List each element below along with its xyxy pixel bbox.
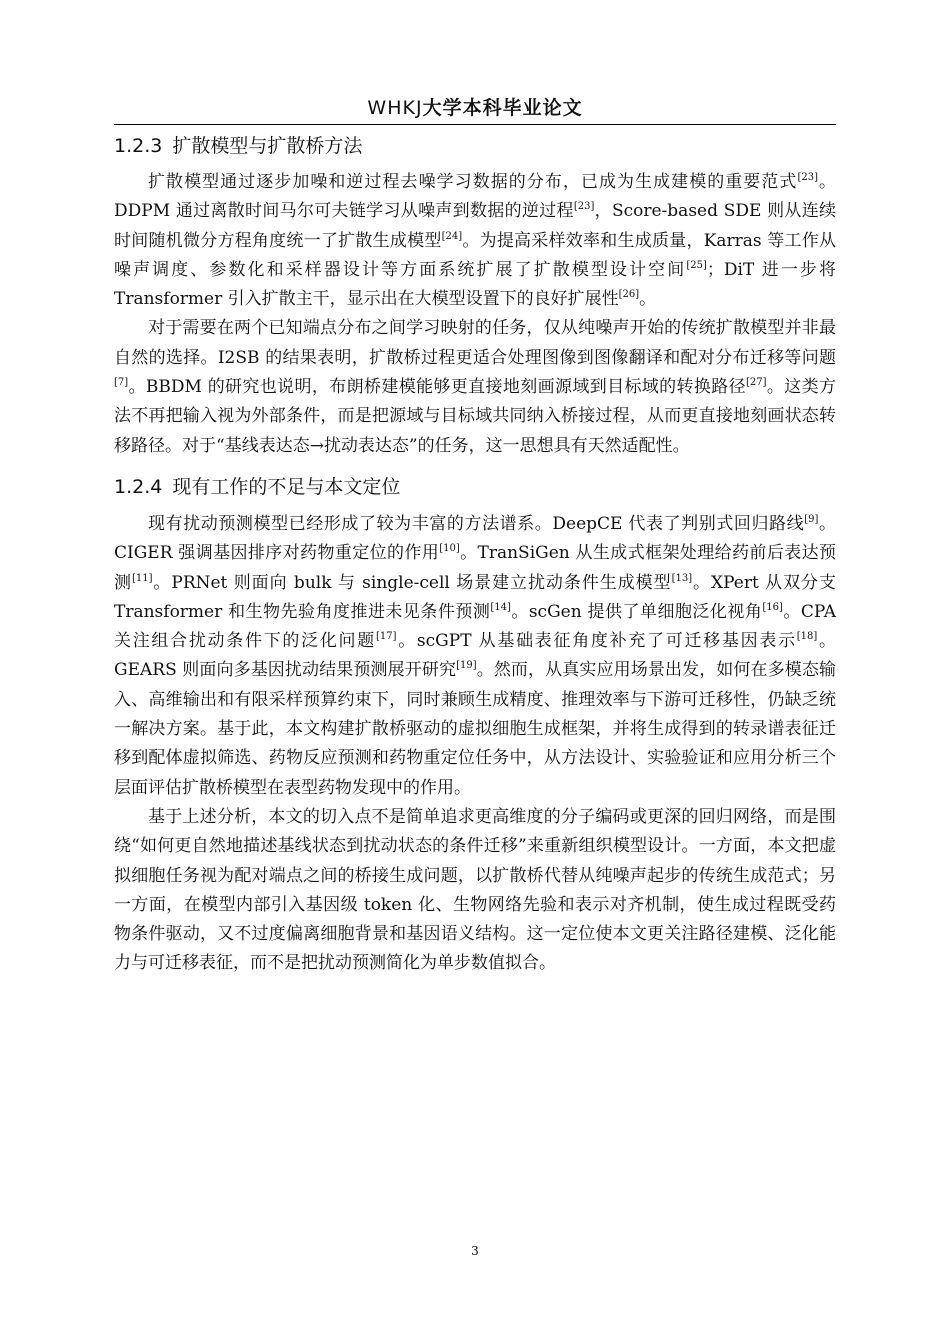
section-title: 扩散模型与扩散桥方法 [172,135,363,157]
text-run: 。然而，从真实应用场景出发，如何在多模态输入、高维输出和有限采样预算约束下，同时兼顾生成精度、推理效率与下游可迁移性，仍缺乏统一解决方案。基于此，本文构建扩散桥驱动的虚拟细胞生成框架，并将生成得到的转录谱表征迁移到配体虚拟筛选、药物反应预测和药物重定位任务中，从方法设计、实验验证和应用分析三个层面评估扩散桥模型在表型药物发现中的作用。 [114,660,836,798]
citation: [23] [573,201,595,213]
paragraph-existing-work [114,510,836,803]
citation: [16] [762,601,783,613]
paragraph-positioning [114,803,836,979]
text-run: 。为提高采样效率和生成质量，Karras 等工作从噪声调度、参数化和采样器设计等方面系统扩展了扩散模型设计空间 [114,230,836,280]
citation: [23] [797,172,818,183]
text-run: 。 [639,289,657,310]
citation: [11] [131,572,153,584]
text-run: 。DDPM 通过离散时间马尔可夫链学习从噪声到数据的逆过程 [114,172,837,222]
citation: [13] [671,572,693,584]
section-title: 现有工作的不足与本文定位 [172,475,401,498]
text-run: 对于需要在两个已知端点分布之间学习映射的任务，仅从纯噪声开始的传统扩散模型并非最自然的选择。I2SB 的结果表明，扩散桥过程更适合处理图像到图像翻译和配对分布迁移等问题 [114,318,836,368]
citation: [10] [439,543,460,555]
text-run: ；DiT 进一步将 Transformer 引入扩散主干，显示出在大模型设置下的良好扩展性 [114,259,836,310]
running-header [114,92,836,125]
citation: [18] [796,631,818,643]
text-run: 。scGPT 从基础表征角度补充了可迁移基因表示 [396,631,797,652]
citation: [14] [490,601,511,613]
text-run: 。XPert 从双分支 Transformer 和生物先验角度推进未见条件预测 [114,572,836,622]
section-number: 1.2.3 [114,135,163,157]
text-run: 。scGen 提供了单细胞泛化视角 [510,601,763,622]
text-run: 。PRNet 则面向 bulk 与 single-cell 场景建立扰动条件生成模型 [152,572,672,593]
citation: [17] [375,631,397,643]
citation: [25] [686,259,707,271]
citation: [24] [441,230,463,242]
section-heading-1-2-3 [114,131,836,161]
text-run: 。CPA 关注组合扰动条件下的泛化问题 [114,601,836,652]
text-run: 基于上述分析，本文的切入点不是简单追求更高维度的分子编码或更深的回归网络，而是围绕“如何更自然地描述基线状态到扰动状态的条件迁移”来重新组织模型设计。一方面，本文把虚拟细胞任务视为配对端点之间的桥接生成问题，以扩散桥代替从纯噪声起步的传统生成范式；另一方面，在模型内部引入基因级 token 化、生物网络先验和表示对齐机制，使生成过程既受药物条件驱动，又不过度偏离细胞背景和基因语义结构。这一定位使本文更关注路径建模、泛化能力与可迁移表征，而不是把扰动预测简化为单步数值拟合。 [114,806,836,974]
citation: [19] [456,660,477,672]
paragraph-diffusion-models [114,168,836,314]
text-run: 。BBDM 的研究也说明，布朗桥建模能够更直接地刻画源域到目标域的转换路径 [128,377,746,398]
section-number: 1.2.4 [114,475,163,498]
citation: [9] [804,513,819,525]
page-number: 3 [471,1244,479,1258]
citation: [7] [114,377,129,389]
text-run: 。TranSiGen 从生成式框架处理给药前后表达预测 [114,543,837,593]
citation: [26] [618,289,640,301]
header-latin: WHKJ [367,97,423,119]
text-run: 现有扰动预测模型已经形成了较为丰富的方法谱系。DeepCE 代表了判别式回归路线 [148,513,805,534]
body-content [114,128,836,979]
header-title: 大学本科毕业论文 [422,97,583,119]
citation: [27] [746,377,767,389]
text-run: 扩散模型通过逐步加噪和逆过程去噪学习数据的分布，已成为生成建模的重要范式 [148,172,798,192]
text-run: 。GEARS 则面向多基因扰动结果预测展开研究 [114,631,836,681]
text-run: ，Score-based SDE 则从连续时间随机微分方程角度统一了扩散生成模型 [114,201,837,251]
section-heading-1-2-4 [114,472,836,502]
text-run: 。CIGER 强调基因排序对药物重定位的作用 [114,513,837,564]
paragraph-diffusion-bridge [114,314,836,460]
text-run: 。这类方法不再把输入视为外部条件，而是把源域与目标域共同纳入桥接过程，从而更直接地刻画状态转移路径。对于“基线表达态→扰动表达态”的任务，这一思想具有天然适配性。 [114,377,836,456]
